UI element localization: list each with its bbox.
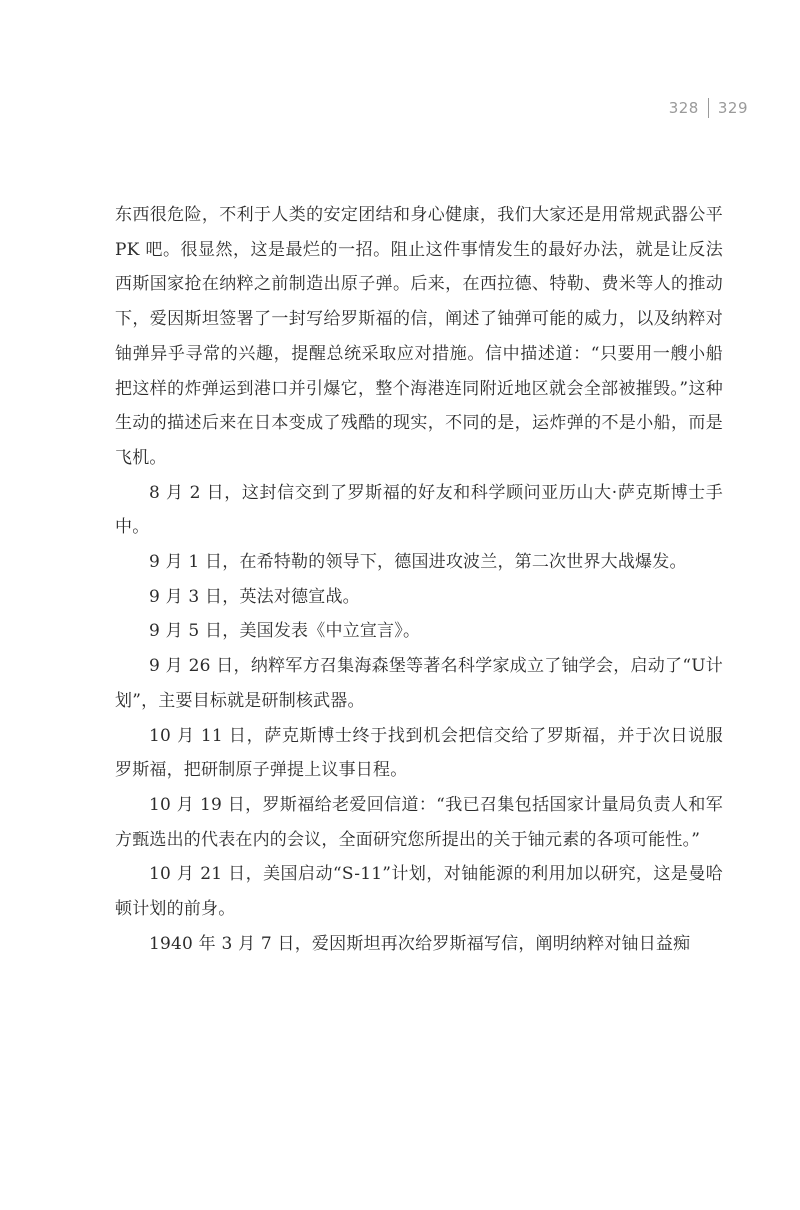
paragraph-sep-3: 9 月 3 日，英法对德宣战。 bbox=[149, 586, 360, 607]
paragraph-1940-mar-7: 1940 年 3 月 7 日，爱因斯坦再次给罗斯福写信，阐明纳粹对铀日益痴 bbox=[149, 933, 691, 954]
paragraph-oct-21: 10 月 21 日，美国启动“S-11”计划，对铀能源的利用加以研究，这是曼哈顿计划的前身。 bbox=[115, 864, 723, 920]
page-number-header bbox=[669, 98, 748, 118]
paragraph-sep-26: 9 月 26 日，纳粹军方召集海森堡等著名科学家成立了铀学会，启动了“U计划”，主要目标就是研制核武器。 bbox=[115, 656, 723, 711]
paragraph-sep-1: 9 月 1 日，在希特勒的领导下，德国进攻波兰，第二次世界大战爆发。 bbox=[149, 552, 687, 573]
paragraph-continuation: 东西很危险，不利于人类的安定团结和身心健康，我们大家还是用常规武器公平 PK 吧。很显然，这是最烂的一招。阻止这件事情发生的最好办法，就是让反法西斯国家抢在纳粹之前制造出原子弹。后来，在西拉德、特勒、费米等人的推动下，爱因斯坦签署了一封写给罗斯福的信，阐述了铀弹可能的威力，以及纳粹对铀弹异乎寻常的兴趣，提醒总统采取应对措施。信中描述道：“只要用一艘小船把这样的炸弹运到港口并引爆它，整个海港连同附近地区就会全部被摧毁。”这种生动的描述后来在日本变成了残酷的现实，不同的是，运炸弹的不是小船，而是飞机。 bbox=[115, 205, 723, 468]
paragraph-aug-2: 8 月 2 日，这封信交到了罗斯福的好友和科学顾问亚历山大·萨克斯博士手中。 bbox=[115, 482, 723, 538]
paragraph-sep-5: 9 月 5 日，美国发表《中立宣言》。 bbox=[149, 621, 421, 642]
paragraph-oct-19: 10 月 19 日，罗斯福给老爱回信道：“我已召集包括国家计量局负责人和军方甄选出的代表在内的会议，全面研究您所提出的关于铀元素的各项可能性。” bbox=[115, 794, 723, 850]
page-number-right: 329 bbox=[717, 99, 748, 117]
page-number-divider bbox=[708, 98, 709, 118]
paragraph-oct-11: 10 月 11 日，萨克斯博士终于找到机会把信交给了罗斯福，并于次日说服罗斯福，把研制原子弹提上议事日程。 bbox=[115, 725, 723, 781]
body-text bbox=[115, 198, 723, 961]
page-number-left: 328 bbox=[668, 99, 699, 117]
